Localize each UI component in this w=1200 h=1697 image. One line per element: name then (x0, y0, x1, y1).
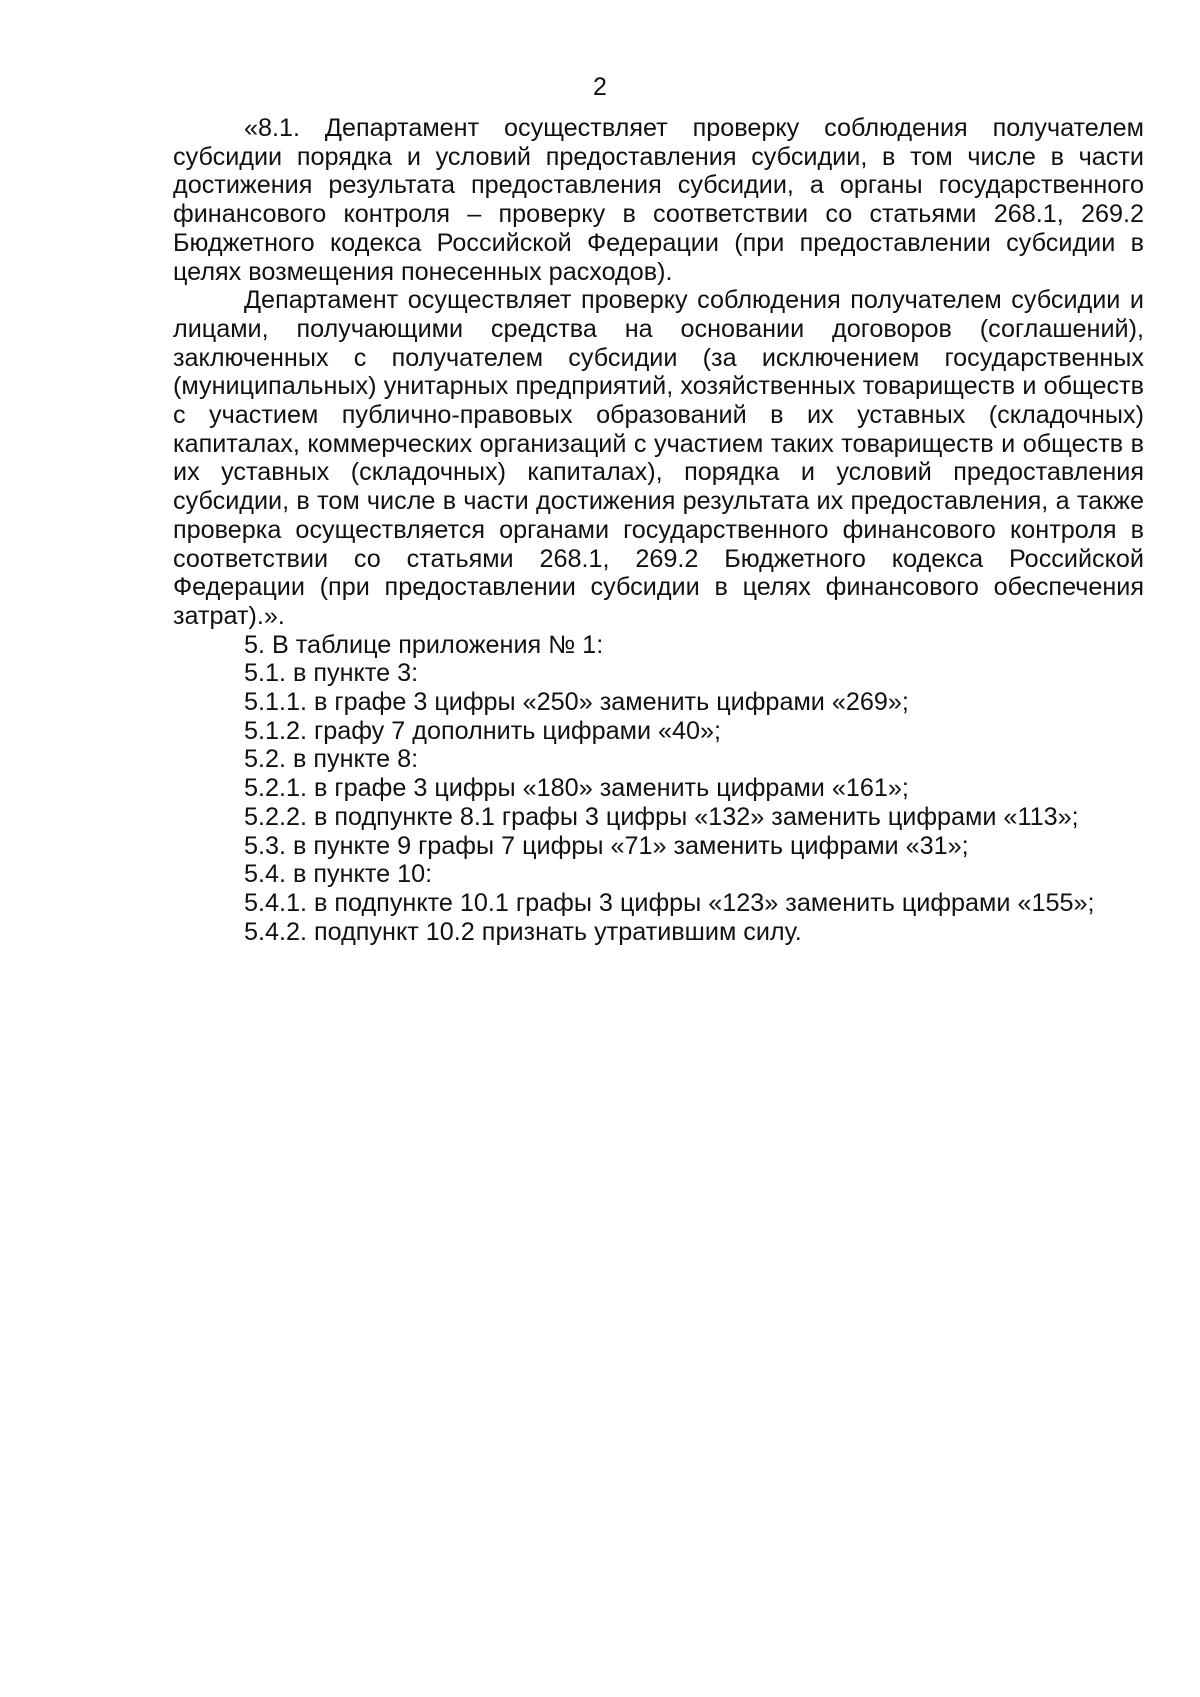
item-5-1: 5.1. в пункте 3: (244, 659, 419, 688)
paragraph-8-1: «8.1. Департамент осуществляет проверку соблюдения получателем субсидии порядка и условий предоставления субсидии, в том числе в части достижения результата предоставления субсидии, а органы государственного финансового контроля – проверку в соответствии со статьями 268.1, 269.2 Бюджетного кодекса Российской Федерации (при предоставлении субсидии в целях возмещения понесенных расходов). (173, 114, 1144, 286)
item-5-2-2: 5.2.2. в подпункте 8.1 графы 3 цифры «132» заменить цифрами «113»; (244, 802, 1079, 831)
paragraph-department-check: Департамент осуществляет проверку соблюдения получателем субсидии и лицами, получающими средства на основании договоров (соглашений), заключенных с получателем субсидии (за исключением государственных (муниципальных) унитарных предприятий, хозяйственных товариществ и обществ с участием публично-правовых образований в их уставных (складочных) капиталах, коммерческих организаций с участием таких товариществ и обществ в их уставных (складочных) капиталах), порядка и условий предоставления субсидии, в том числе в части достижения результата их предоставления, а также проверка осуществляется органами государственного финансового контроля в соответствии со статьями 268.1, 269.2 Бюджетного кодекса Российской Федерации (при предоставлении субсидии в целях финансового обеспечения затрат).». (173, 286, 1144, 630)
item-5-3: 5.3. в пункте 9 графы 7 цифры «71» заменить цифрами «31»; (244, 831, 969, 860)
item-5-2-1: 5.2.1. в графе 3 цифры «180» заменить цифрами «161»; (244, 774, 909, 803)
document-body (173, 114, 1144, 946)
item-5-2: 5.2. в пункте 8: (244, 745, 419, 774)
item-5-4-1: 5.4.1. в подпункте 10.1 графы 3 цифры «123» заменить цифрами «155»; (244, 888, 1095, 917)
item-5-4-2: 5.4.2. подпункт 10.2 признать утратившим силу. (244, 917, 802, 946)
page-number: 2 (593, 73, 607, 101)
item-5-1-2: 5.1.2. графу 7 дополнить цифрами «40»; (244, 716, 722, 745)
item-5: 5. В таблице приложения № 1: (244, 630, 604, 659)
item-5-4: 5.4. в пункте 10: (244, 860, 433, 889)
item-5-1-1: 5.1.1. в графе 3 цифры «250» заменить цифрами «269»; (244, 688, 909, 717)
